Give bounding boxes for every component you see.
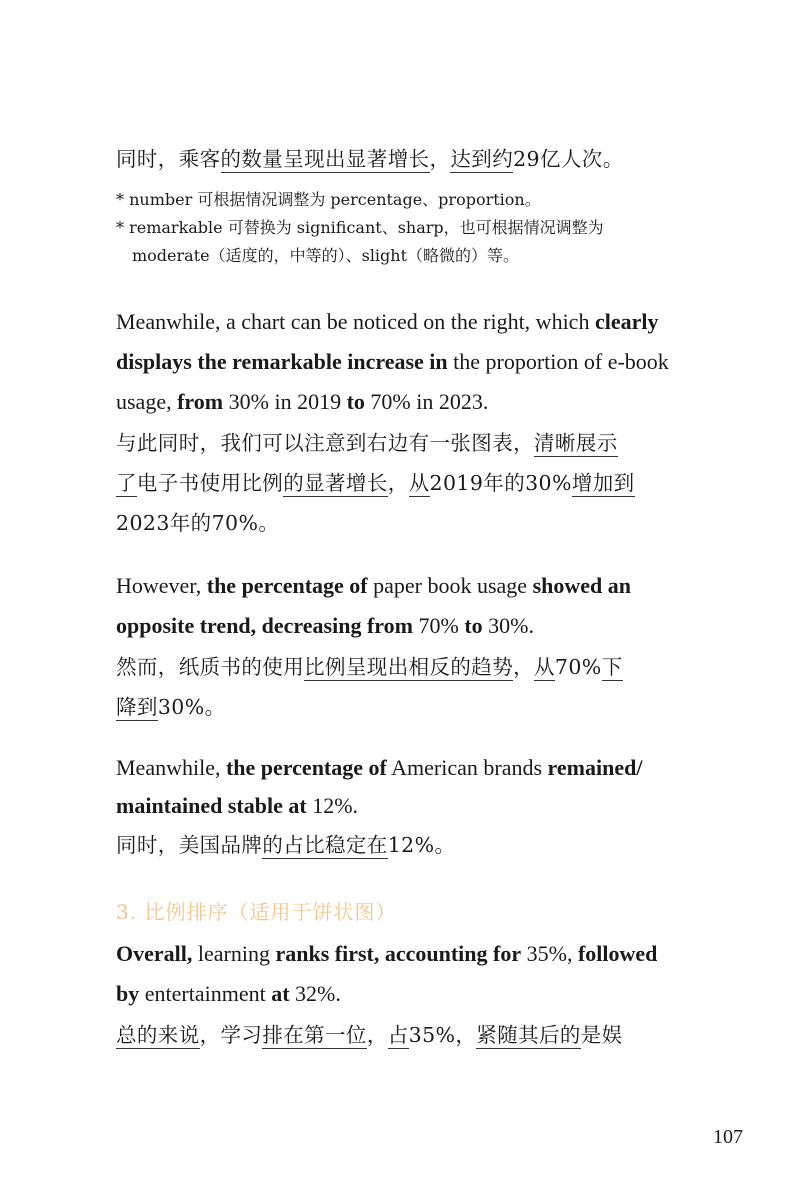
underlined-phrase: 清晰展示: [534, 431, 618, 455]
underlined-phrase: 了: [116, 471, 137, 495]
underlined-phrase: 排在第一位: [262, 1023, 367, 1047]
zh-line: [116, 504, 706, 542]
section-heading: 3. 比例排序（适用于饼状图）: [116, 900, 397, 924]
text: ，: [366, 1023, 388, 1047]
en-line: [116, 934, 706, 974]
underlined-phrase: 下: [601, 655, 623, 679]
underlined-phrase: 占: [387, 1023, 409, 1047]
zh-sentence-passenger: [116, 140, 706, 178]
note-text: * remarkable 可替换为 significant、sharp，也可根据情况调整为: [116, 218, 604, 237]
text: entertainment: [139, 981, 272, 1006]
en-line: [116, 342, 706, 382]
zh-line: [116, 424, 706, 462]
note-text: * number 可根据情况调整为 percentage、proportion。: [116, 190, 541, 209]
text: 35%，: [408, 1023, 477, 1047]
underlined-phrase: 的显著增长: [283, 471, 388, 495]
bold-phrase: at: [271, 981, 290, 1006]
text: 70%: [413, 613, 465, 638]
page-number: 107: [713, 1126, 743, 1148]
bold-phrase: opposite trend, decreasing from: [116, 613, 413, 638]
en-line: [116, 382, 706, 422]
bold-phrase: the percentage of: [206, 573, 368, 598]
underlined-phrase: 从: [408, 471, 430, 495]
bold-phrase: Overall,: [116, 941, 193, 966]
underlined-phrase: 从: [534, 655, 555, 679]
text: 70%: [554, 655, 602, 679]
zh-line: [116, 688, 706, 726]
bold-phrase: remained/: [547, 755, 643, 780]
text: 12%.: [306, 793, 359, 818]
bold-phrase: from: [177, 389, 224, 414]
zh-line: [116, 648, 706, 686]
text: paper book usage: [367, 573, 533, 598]
bold-phrase: ranks first, accounting for: [275, 941, 522, 966]
underlined-phrase: 达到约: [450, 147, 514, 171]
text: learning: [192, 941, 276, 966]
bold-phrase: by: [116, 981, 140, 1006]
text: 30% in 2019: [223, 389, 347, 414]
underlined-phrase: 比例呈现出相反的趋势: [304, 655, 514, 679]
text: 35%,: [521, 941, 578, 966]
note-remarkable-cont: [116, 242, 706, 270]
underlined-phrase: 的数量呈现出显著增长: [220, 147, 430, 171]
text: 同时，美国品牌: [116, 833, 263, 857]
text: However,: [116, 573, 207, 598]
text: ，: [429, 147, 451, 171]
bold-phrase: to: [464, 613, 483, 638]
en-line: [116, 974, 706, 1014]
underlined-phrase: 的占比稳定在: [262, 833, 388, 857]
en-line: [116, 606, 706, 646]
text: Meanwhile,: [116, 755, 226, 780]
zh-line: [116, 1016, 706, 1054]
zh-line: [116, 826, 706, 864]
en-line: [116, 786, 706, 826]
bold-phrase: displays the remarkable increase in: [116, 349, 448, 374]
underlined-phrase: 增加到: [571, 471, 635, 495]
bold-phrase: followed: [577, 941, 658, 966]
text: 70% in 2023.: [364, 389, 489, 414]
text: 与此同时，我们可以注意到右边有一张图表，: [116, 431, 534, 455]
text: 2019年的30%: [429, 471, 572, 495]
text: American brands: [386, 755, 548, 780]
text: 30%。: [157, 695, 226, 719]
bold-phrase: the percentage of: [225, 755, 387, 780]
text: the proportion of e-book: [447, 349, 669, 374]
text: 29亿人次。: [513, 147, 624, 171]
text: usage,: [116, 389, 178, 414]
note-number: [116, 186, 706, 214]
bold-phrase: clearly: [594, 309, 659, 334]
text: 12%。: [387, 833, 456, 857]
text: 同时，乘客: [116, 147, 221, 171]
en-line: [116, 302, 706, 342]
text: 电子书使用比例: [136, 471, 284, 495]
zh-line: [116, 464, 706, 502]
text: 30%.: [482, 613, 534, 638]
note-text: moderate（适度的，中等的）、slight（略微的）等。: [132, 246, 520, 265]
bold-phrase: showed an: [532, 573, 631, 598]
underlined-phrase: 降到: [116, 695, 158, 719]
text: ，: [387, 471, 409, 495]
en-line: [116, 748, 706, 788]
note-remarkable: [116, 214, 706, 242]
text: 是娱: [580, 1023, 623, 1047]
bold-phrase: maintained stable at: [116, 793, 307, 818]
text: 2023年的70%。: [116, 511, 280, 535]
underlined-phrase: 总的来说: [116, 1023, 200, 1047]
text: 然而，纸质书的使用: [116, 655, 305, 679]
bold-phrase: to: [346, 389, 365, 414]
text: Meanwhile, a chart can be noticed on the right, which: [116, 309, 595, 334]
text: 32%.: [289, 981, 341, 1006]
text: ，: [513, 655, 535, 679]
underlined-phrase: 紧随其后的: [476, 1023, 581, 1047]
text: ，学习: [199, 1023, 263, 1047]
en-line: [116, 566, 706, 606]
